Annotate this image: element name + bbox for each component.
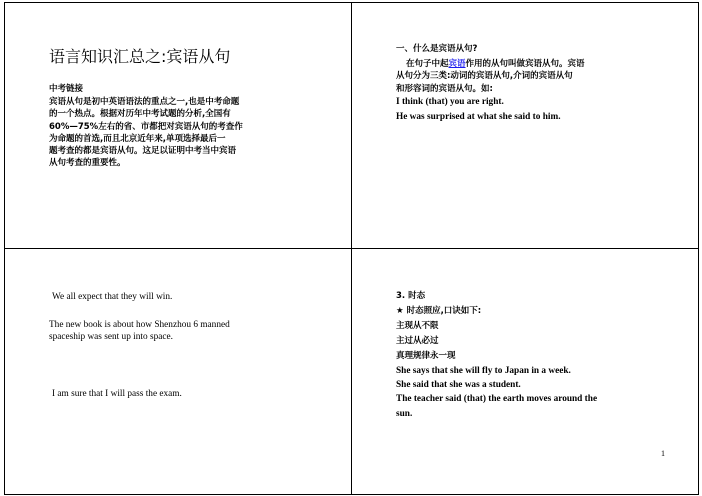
- slide-1-body: [49, 96, 243, 170]
- example-sentence: We all expect that they will win.: [52, 292, 173, 302]
- example-sentence: I am sure that I will pass the exam.: [52, 389, 182, 399]
- definition-suffix: 作用的从句叫做宾语从句。宾语: [465, 59, 585, 69]
- slide-1: [4, 2, 352, 249]
- slide-4: [351, 248, 699, 495]
- page-number: 1: [661, 449, 665, 458]
- slide-3: [4, 248, 352, 495]
- slide-2: [351, 2, 699, 249]
- slide-2-heading: 一、什么是宾语从句?: [396, 44, 478, 54]
- example-sentence: The teacher said (that) the earth moves around the: [396, 394, 598, 405]
- example-sentence: spaceship was sent up into space.: [49, 332, 173, 342]
- example-sentence: The new book is about how Shenzhou 6 manned: [49, 320, 230, 330]
- body-line: 从句考查的重要性。: [49, 158, 126, 169]
- example-sentence: She said that she was a student.: [396, 380, 521, 391]
- tense-rule: 主现从不限: [396, 321, 439, 331]
- example-sentence: She says that she will fly to Japan in a week.: [396, 366, 571, 376]
- definition-prefix: 在句子中起: [406, 59, 449, 69]
- object-link[interactable]: 宾语: [448, 59, 466, 69]
- slide-2-definition: [396, 58, 585, 95]
- body-line: 的一个热点。根据对历年中考试题的分析,全国有: [49, 109, 231, 120]
- body-line: 60%—75%左右的省、市都把对宾语从句的考查作: [49, 121, 243, 132]
- example-sentence: I think (that) you are right.: [396, 97, 504, 107]
- definition-line: 和形容词的宾语从句。如:: [396, 83, 493, 94]
- example-sentence: sun.: [396, 408, 413, 419]
- definition-line: 从句分为三类:动词的宾语从句,介词的宾语从句: [396, 71, 573, 82]
- body-line: 题考查的都是宾语从句。这足以证明中考当中宾语: [49, 146, 237, 157]
- tense-rule: 真理规律永一现: [396, 351, 456, 361]
- tense-rule-intro: ★ 时态照应,口诀如下:: [396, 306, 482, 316]
- tense-rule: 主过从必过: [396, 336, 439, 346]
- definition-line: [396, 58, 585, 70]
- body-line: 宾语从句是初中英语语法的重点之一,也是中考命题: [49, 97, 240, 107]
- slide-2-examples: [396, 95, 561, 124]
- body-line: 为命题的首选,而且北京近年来,单项选择最后一: [49, 133, 226, 144]
- slide-1-subtitle: 中考链接: [49, 84, 84, 94]
- slide-4-content: [396, 289, 597, 421]
- example-sentence: He was surprised at what she said to him.: [396, 111, 561, 122]
- slide-1-title: 语言知识汇总之:宾语从句: [49, 47, 231, 66]
- slide-4-heading: 3. 时态: [396, 291, 426, 301]
